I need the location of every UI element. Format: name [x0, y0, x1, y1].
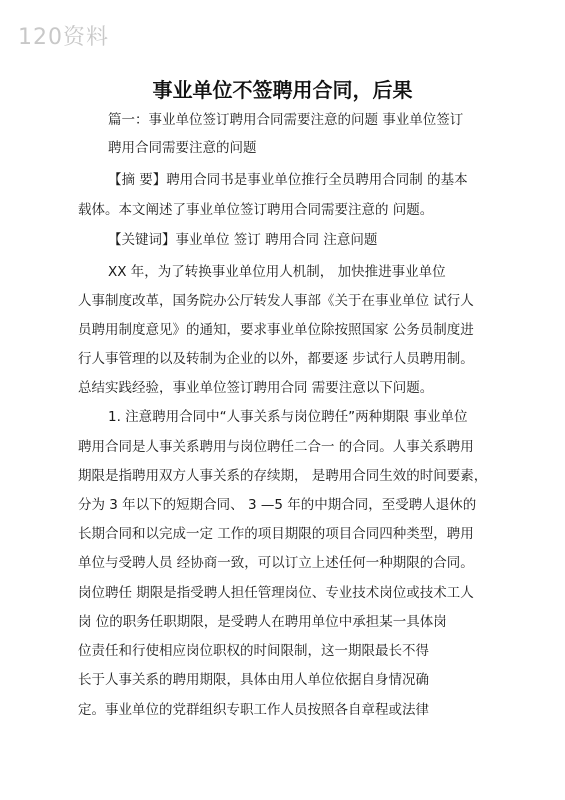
subtitle-line: 聘用合同需要注意的问题 — [108, 140, 257, 156]
body-line: 行人事管理的以及转制为企业的以外，都要逐 步试行人员聘用制。 — [78, 351, 474, 367]
body-line: 总结实践经验，事业单位签订聘用合同 需要注意以下问题。 — [78, 380, 434, 396]
body-line: XX 年，为了转换事业单位用人机制， 加快推进事业单位 — [108, 264, 446, 280]
body-line: 位责任和行使相应岗位职权的时间限制，这一期限最长不得 — [78, 643, 429, 659]
abstract-line: 【摘 要】聘用合同书是事业单位推行全员聘用合同制 的基本 — [108, 172, 468, 188]
subtitle-line: 篇一：事业单位签订聘用合同需要注意的问题 事业单位签订 — [108, 112, 464, 128]
body-line: 1. 注意聘用合同中“人事关系与岗位聘任”两种期限 事业单位 — [108, 409, 468, 425]
body-line: 人事制度改革，国务院办公厅转发人事部《关于在事业单位 试行人 — [78, 293, 474, 309]
abstract-line: 载体。本文阐述了事业单位签订聘用合同需要注意的 问题。 — [78, 202, 434, 218]
document-title: 事业单位不签聘用合同，后果 — [152, 78, 413, 102]
body-line: 员聘用制度意见》的通知，要求事业单位除按照国家 公务员制度进 — [78, 322, 474, 338]
body-line: 聘用合同是人事关系聘用与岗位聘任二合一 的合同。人事关系聘用 — [78, 439, 474, 455]
body-line: 岗位聘任 期限是指受聘人担任管理岗位、专业技术岗位或技术工人 — [78, 585, 474, 601]
body-line: 分为 3 年以下的短期合同、 3 —5 年的中期合同，至受聘人退休的 — [78, 497, 477, 513]
body-line: 期限是指聘用双方人事关系的存续期， 是聘用合同生效的时间要素， — [78, 468, 488, 484]
watermark: 120资料 — [18, 25, 109, 50]
body-line: 岗 位的职务任职期限，是受聘人在聘用单位中承担某一具体岗 — [78, 614, 447, 630]
body-line: 长期合同和以完成一定 工作的项目期限的项目合同四种类型，聘用 — [78, 526, 474, 542]
body-line: 定。事业单位的党群组织专职工作人员按照各自章程或法律 — [78, 702, 429, 718]
body-line: 单位与受聘人员 经协商一致，可以订立上述任何一种期限的合同。 — [78, 555, 474, 571]
keywords-line: 【关键词】事业单位 签订 聘用合同 注意问题 — [108, 232, 378, 248]
body-line: 长于人事关系的聘用期限，具体由用人单位依据自身情况确 — [78, 672, 429, 688]
